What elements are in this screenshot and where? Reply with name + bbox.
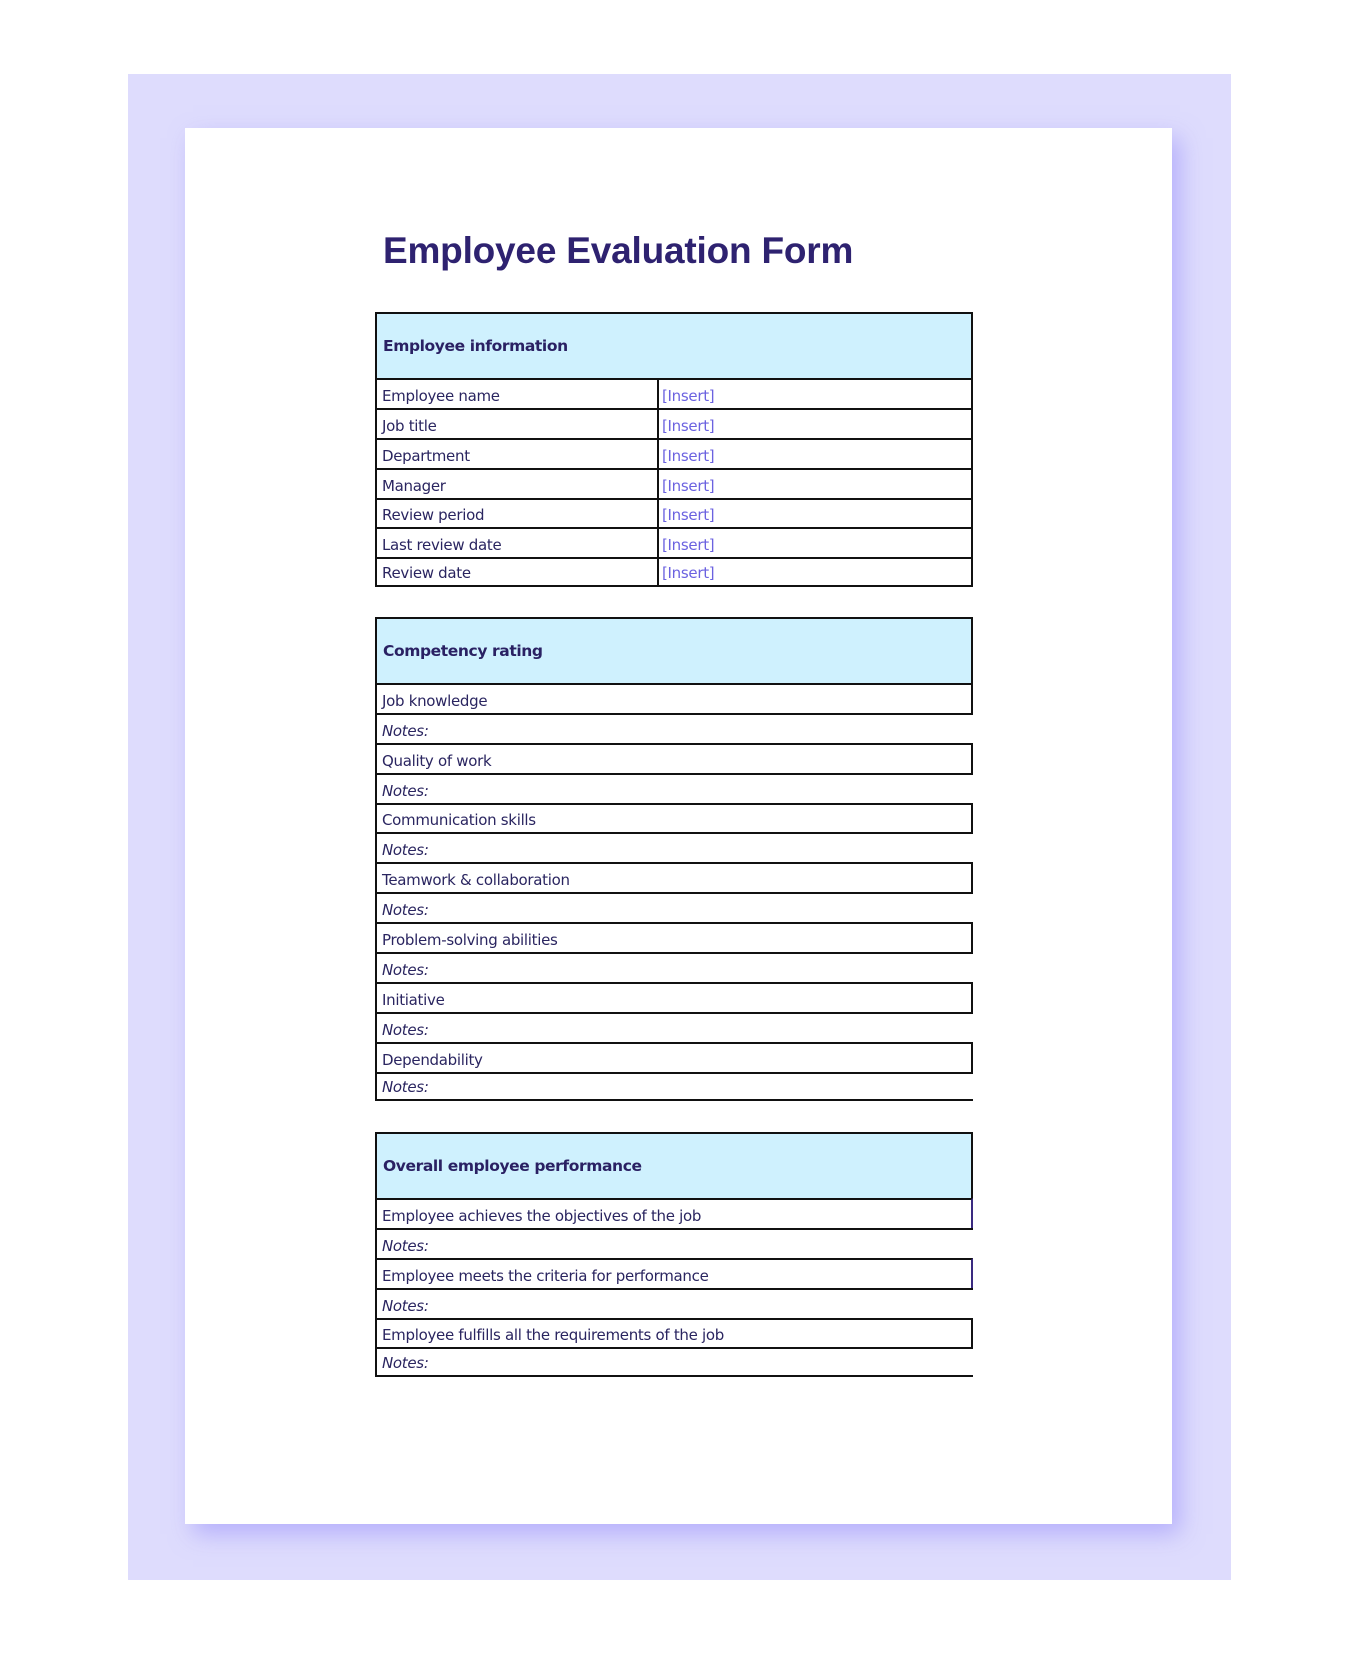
- notes-field[interactable]: [375, 832, 973, 862]
- notes-label: Notes:: [382, 901, 429, 920]
- item-label: Initiative: [382, 990, 445, 1009]
- field-label: Review period: [377, 500, 659, 528]
- notes-field[interactable]: [375, 1012, 973, 1042]
- item-label: Dependability: [382, 1050, 483, 1069]
- overall-performance-table: [375, 1132, 973, 1377]
- item-label: Employee meets the criteria for performance: [382, 1266, 709, 1285]
- item-label: Communication skills: [382, 811, 536, 830]
- last-review-date-field[interactable]: [Insert]: [662, 536, 715, 555]
- field-label: Review date: [377, 559, 659, 585]
- field-label: Last review date: [377, 529, 659, 557]
- notes-field[interactable]: [375, 1347, 973, 1377]
- notes-label: Notes:: [382, 781, 429, 800]
- review-period-field[interactable]: [Insert]: [662, 506, 715, 525]
- competency-item-dependability: [375, 1042, 973, 1072]
- info-row-job-title: [375, 408, 973, 438]
- item-label: Employee fulfills all the requirements of the job: [382, 1326, 724, 1345]
- section-header: [375, 617, 973, 683]
- section-header: [375, 312, 973, 378]
- notes-label: Notes:: [382, 1020, 429, 1039]
- section-header-label: Competency rating: [383, 642, 543, 660]
- field-label: Employee name: [377, 380, 659, 408]
- info-row-review-period: [375, 498, 973, 528]
- notes-label: Notes:: [382, 841, 429, 860]
- department-field[interactable]: [Insert]: [662, 446, 715, 465]
- notes-label: Notes:: [382, 721, 429, 740]
- notes-label: Notes:: [382, 1354, 429, 1373]
- item-label: Employee achieves the objectives of the job: [382, 1206, 702, 1225]
- notes-field[interactable]: [375, 713, 973, 743]
- competency-item-quality-of-work: [375, 743, 973, 773]
- field-label: Job title: [377, 410, 659, 438]
- info-row-last-review-date: [375, 527, 973, 557]
- notes-label: Notes:: [382, 1236, 429, 1255]
- employee-information-table: [375, 312, 973, 587]
- info-row-review-date: [375, 557, 973, 587]
- item-label: Job knowledge: [382, 691, 488, 710]
- item-label: Problem-solving abilities: [382, 931, 558, 950]
- competency-item-problem-solving: [375, 922, 973, 952]
- item-label: Teamwork & collaboration: [382, 871, 570, 890]
- section-header-label: Overall employee performance: [383, 1157, 642, 1175]
- form-title: Employee Evaluation Form: [383, 230, 854, 271]
- overall-item-achieves-objectives: [375, 1198, 973, 1228]
- notes-field[interactable]: [375, 892, 973, 922]
- item-label: Quality of work: [382, 751, 492, 770]
- competency-item-communication-skills: [375, 803, 973, 833]
- notes-field[interactable]: [375, 1288, 973, 1318]
- competency-rating-table: [375, 617, 973, 1101]
- field-label: Manager: [377, 470, 659, 498]
- overall-item-fulfills-requirements: [375, 1318, 973, 1348]
- section-header: [375, 1132, 973, 1198]
- info-row-manager: [375, 468, 973, 498]
- info-row-department: [375, 438, 973, 468]
- job-title-field[interactable]: [Insert]: [662, 416, 715, 435]
- notes-field[interactable]: [375, 1072, 973, 1102]
- notes-label: Notes:: [382, 1078, 429, 1097]
- notes-label: Notes:: [382, 960, 429, 979]
- notes-field[interactable]: [375, 1228, 973, 1258]
- notes-field[interactable]: [375, 952, 973, 982]
- notes-label: Notes:: [382, 1296, 429, 1315]
- employee-name-field[interactable]: [Insert]: [662, 386, 715, 405]
- overall-item-meets-criteria: [375, 1258, 973, 1288]
- competency-item-initiative: [375, 982, 973, 1012]
- info-row-employee-name: [375, 378, 973, 408]
- notes-field[interactable]: [375, 773, 973, 803]
- field-label: Department: [377, 440, 659, 468]
- competency-item-job-knowledge: [375, 683, 973, 713]
- section-header-label: Employee information: [383, 337, 568, 355]
- review-date-field[interactable]: [Insert]: [662, 564, 715, 583]
- manager-field[interactable]: [Insert]: [662, 476, 715, 495]
- competency-item-teamwork: [375, 862, 973, 892]
